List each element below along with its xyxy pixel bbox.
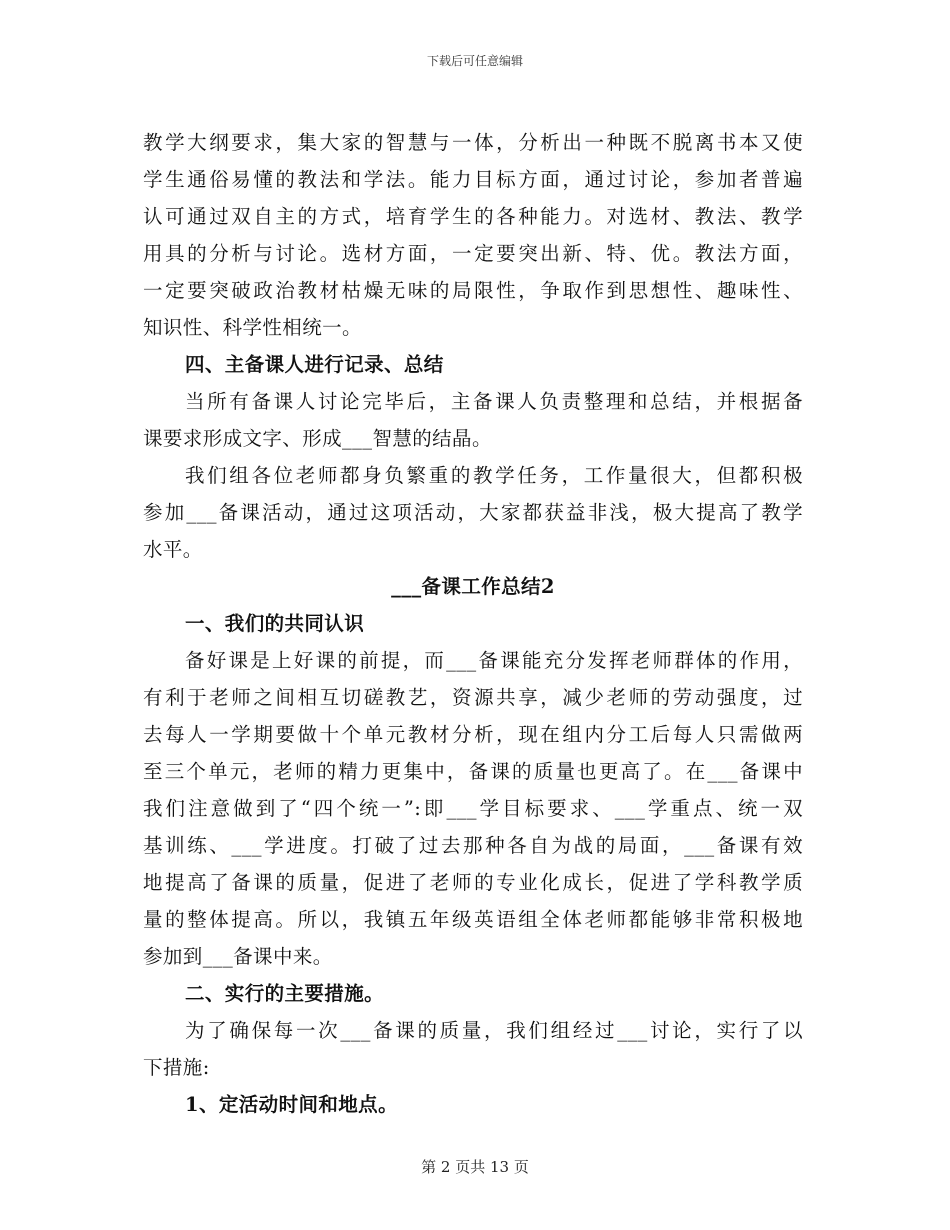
section-heading: 二、实行的主要措施。 bbox=[185, 982, 385, 1005]
page-header: 下载后可任意编辑 bbox=[426, 54, 523, 68]
paragraph-line: 有利于老师之间相互切磋教艺，资源共享，减少老师的劳动强度，过 bbox=[143, 686, 803, 709]
section-title: ___备课工作总结2 bbox=[391, 575, 555, 598]
paragraph-line: 水平。 bbox=[143, 538, 203, 561]
document-body bbox=[143, 124, 803, 1123]
paragraph-line: 认可通过双自主的方式，培育学生的各种能力。对选材、教法、教学 bbox=[143, 205, 803, 228]
section-heading: 一、我们的共同认识 bbox=[185, 612, 365, 635]
paragraph-line: 学生通俗易懂的教法和学法。能力目标方面，通过讨论，参加者普遍 bbox=[143, 168, 803, 191]
paragraph-line: 参加到___备课中来。 bbox=[143, 945, 333, 968]
paragraph-line: 我们注意做到了“四个统一”:即___学目标要求、___学重点、统一双 bbox=[143, 797, 803, 820]
paragraph-line: 备好课是上好课的前提，而___备课能充分发挥老师群体的作用， bbox=[185, 649, 803, 672]
paragraph-line: 下措施: bbox=[143, 1056, 210, 1079]
paragraph-line: 当所有备课人讨论完毕后，主备课人负责整理和总结，并根据备 bbox=[185, 390, 803, 413]
paragraph-line: 用具的分析与讨论。选材方面，一定要突出新、特、优。教法方面， bbox=[143, 242, 803, 265]
paragraph-line: 教学大纲要求，集大家的智慧与一体，分析出一种既不脱离书本又使 bbox=[143, 131, 803, 154]
paragraph-line: 量的整体提高。所以，我镇五年级英语组全体老师都能够非常积极地 bbox=[143, 908, 803, 931]
section-heading: 1、定活动时间和地点。 bbox=[185, 1093, 398, 1116]
paragraph-line: 一定要突破政治教材枯燥无味的局限性，争取作到思想性、趣味性、 bbox=[143, 279, 803, 302]
paragraph-line: 去每人一学期要做十个单元教材分析，现在组内分工后每人只需做两 bbox=[143, 723, 803, 746]
paragraph-line: 知识性、科学性相统一。 bbox=[143, 316, 362, 339]
paragraph-line: 至三个单元，老师的精力更集中，备课的质量也更高了。在___备课中 bbox=[143, 760, 803, 783]
section-heading: 四、主备课人进行记录、总结 bbox=[185, 353, 444, 376]
paragraph-line: 地提高了备课的质量，促进了老师的专业化成长，促进了学科教学质 bbox=[143, 871, 803, 894]
paragraph-line: 参加___备课活动，通过这项活动，大家都获益非浅，极大提高了教学 bbox=[143, 501, 803, 524]
paragraph-line: 我们组各位老师都身负繁重的教学任务，工作量很大，但都积极 bbox=[185, 464, 803, 487]
page-footer: 第 2 页共 13 页 bbox=[421, 1158, 529, 1176]
paragraph-line: 为了确保每一次___备课的质量，我们组经过___讨论，实行了以 bbox=[185, 1019, 803, 1042]
paragraph-line: 基训练、___学进度。打破了过去那种各自为战的局面，___备课有效 bbox=[143, 834, 803, 857]
paragraph-line: 课要求形成文字、形成___智慧的结晶。 bbox=[143, 427, 492, 450]
